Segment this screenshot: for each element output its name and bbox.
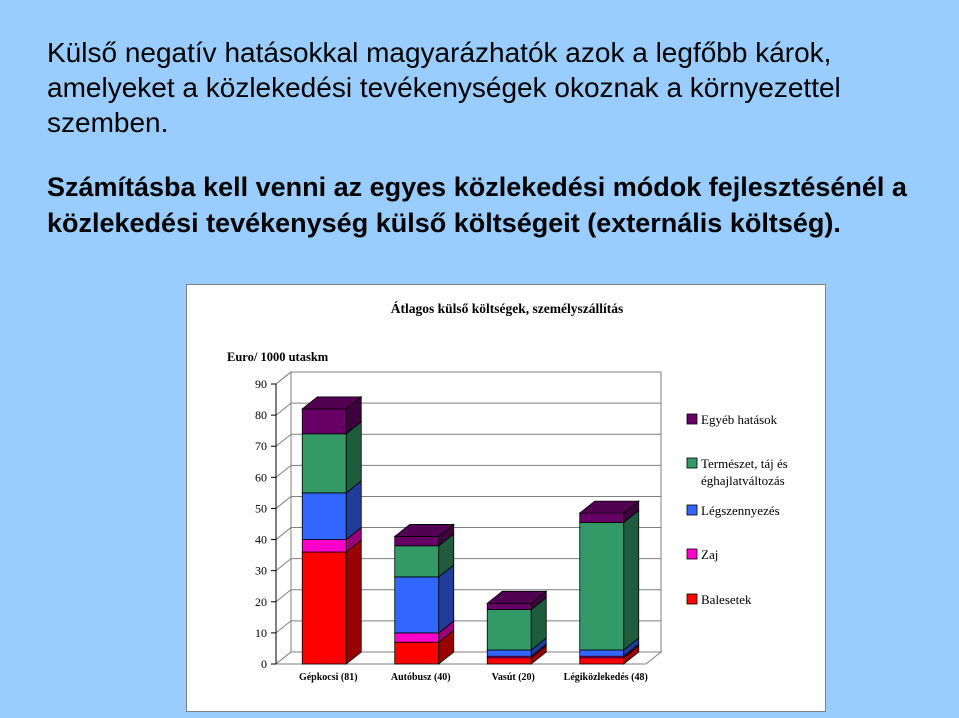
chart-container xyxy=(186,284,826,712)
bar-segment xyxy=(395,642,439,664)
plot-side-wall xyxy=(276,372,291,664)
y-tick-label: 40 xyxy=(255,532,267,547)
y-tick-label: 30 xyxy=(255,563,267,578)
bar-segment xyxy=(302,552,346,664)
bar-segment xyxy=(302,409,346,434)
legend-swatch xyxy=(687,414,697,424)
bar-segment-side xyxy=(624,510,639,650)
bar-segment xyxy=(580,522,624,650)
bar-segment xyxy=(487,603,531,609)
chart-title: Átlagos külső költségek, személyszállítás xyxy=(390,301,624,316)
y-tick-label: 0 xyxy=(261,657,267,671)
y-tick-label: 70 xyxy=(255,439,267,454)
bar-segment xyxy=(580,658,624,664)
bar-segment xyxy=(395,577,439,633)
legend-swatch xyxy=(687,549,697,559)
bar-segment xyxy=(395,546,439,577)
legend-label: Balesetek xyxy=(701,592,752,607)
bar-segment-side xyxy=(346,540,361,664)
bar-segment xyxy=(580,513,624,522)
legend-label: Légszennyezés xyxy=(701,503,780,518)
intro-paragraph: Külső negatív hatásokkal magyarázhatók azok a legfőbb károk, amelyeket a közlekedési tevékenységek okoznak a környezettel szemben. xyxy=(47,37,841,138)
bar-segment xyxy=(580,650,624,656)
bar-segment xyxy=(302,434,346,493)
x-tick-label: Vasút (20) xyxy=(491,672,535,683)
emphasis-paragraph: Számításba kell venni az egyes közlekedési módok fejlesztésénél a közlekedési tevékenység külső költségeit (externális költség). xyxy=(47,172,907,238)
y-tick-label: 90 xyxy=(255,377,267,391)
legend-label: Egyéb hatások xyxy=(701,412,778,427)
y-axis-label: Euro/ 1000 utaskm xyxy=(227,350,329,364)
legend-label: Zaj xyxy=(701,547,719,562)
x-tick-label: Gépkocsi (81) xyxy=(298,672,358,683)
y-tick-label: 80 xyxy=(255,408,267,423)
y-tick-label: 60 xyxy=(255,470,267,485)
bar-segment xyxy=(487,610,531,650)
bar-segment xyxy=(302,540,346,552)
bar-segment xyxy=(302,493,346,540)
bar-segment xyxy=(395,633,439,642)
y-tick-label: 20 xyxy=(255,594,267,609)
legend-label: Természet, táj és xyxy=(701,456,788,471)
bar-segment xyxy=(487,658,531,664)
legend-swatch xyxy=(687,594,697,604)
x-tick-label: Autóbusz (40) xyxy=(390,672,451,683)
y-tick-label: 50 xyxy=(255,501,267,516)
legend-swatch xyxy=(687,505,697,515)
y-tick-label: 10 xyxy=(255,625,267,640)
bar-segment xyxy=(487,650,531,656)
stacked-bar-chart xyxy=(187,285,827,713)
x-tick-label: Légiközlekedés (48) xyxy=(563,672,648,683)
legend-swatch xyxy=(687,458,697,468)
bar-segment xyxy=(395,536,439,545)
legend-label: éghajlatváltozás xyxy=(701,473,785,488)
